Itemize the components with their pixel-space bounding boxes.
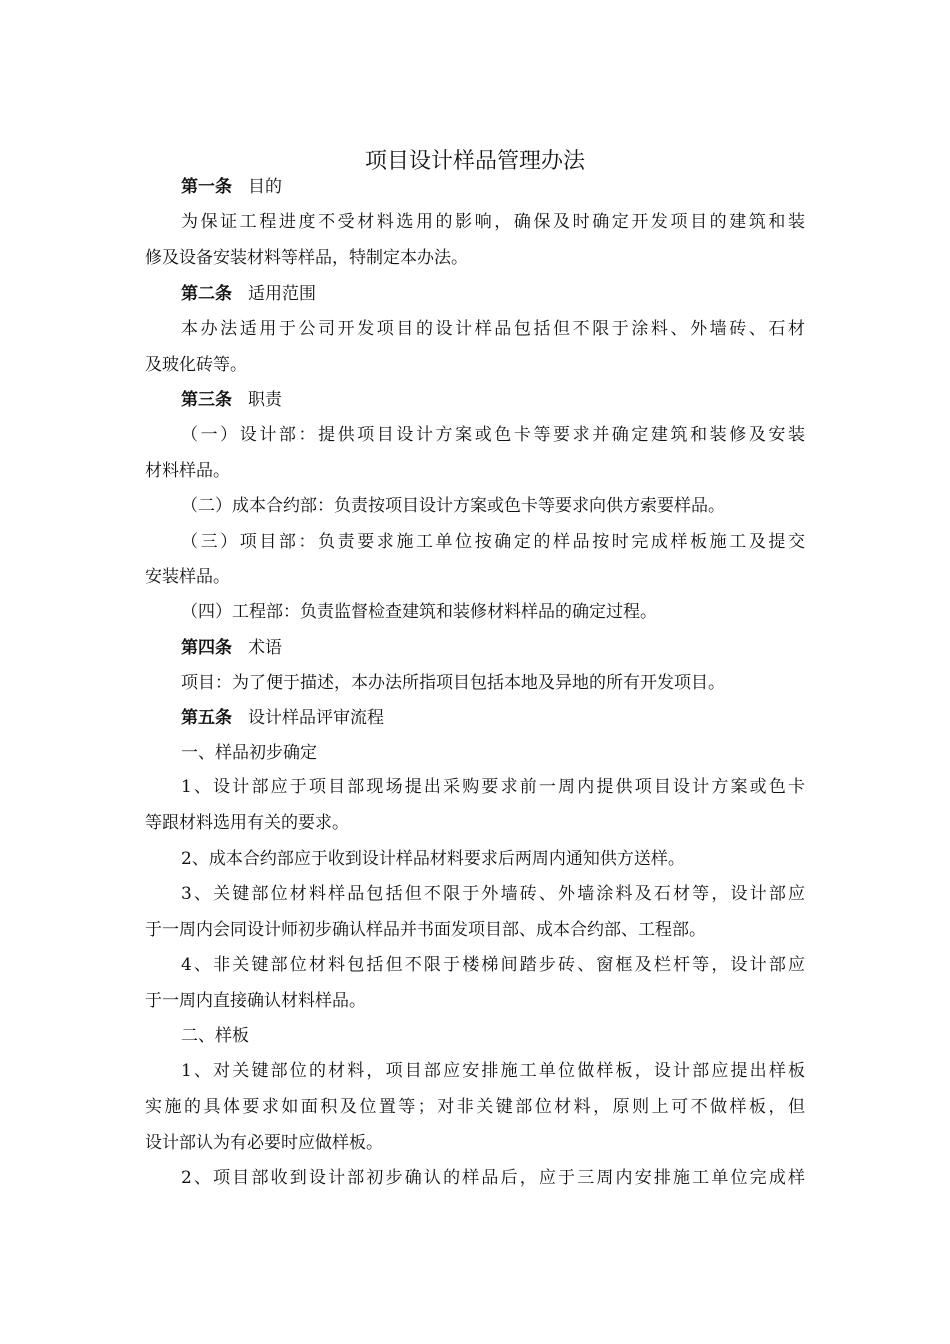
body-line: 修及设备安装材料等样品，特制定本办法。 [145, 248, 468, 268]
body-line: 实施的具体要求如面积及位置等；对非关键部位材料，原则上可不做样板，但 [145, 1097, 805, 1117]
article-heading [181, 281, 805, 307]
article-title: 目的 [248, 177, 282, 197]
article-number: 第四条 [181, 638, 232, 658]
article-title: 设计样品评审流程 [248, 708, 384, 728]
article-number: 第二条 [181, 284, 232, 304]
body-line: （二）成本合约部：负责按项目设计方案或色卡等要求向供方索要样品。 [181, 496, 725, 516]
body-line: 于一周内会同设计师初步确认样品并书面发项目部、成本合约部、工程部。 [145, 920, 706, 940]
body-line: 于一周内直接确认材料样品。 [145, 991, 366, 1011]
body-line: （三）项目部：负责要求施工单位按确定的样品按时完成样板施工及提交 [181, 532, 805, 552]
body-line: 及玻化砖等。 [145, 355, 247, 375]
article-heading [181, 387, 805, 413]
body-line: 1、设计部应于项目部现场提出采购要求前一周内提供项目设计方案或色卡 [181, 777, 805, 797]
article-heading [181, 635, 805, 661]
body-line: 1、对关键部位的材料，项目部应安排施工单位做样板，设计部应提出样板 [181, 1061, 805, 1081]
body-line: 2、项目部收到设计部初步确认的样品后，应于三周内安排施工单位完成样 [181, 1168, 805, 1188]
body-line: 材料样品。 [145, 461, 230, 481]
body-line: 3、关键部位材料样品包括但不限于外墙砖、外墙涂料及石材等，设计部应 [181, 884, 805, 904]
body-line: 安装样品。 [145, 567, 230, 587]
body-line: 等跟材料选用有关的要求。 [145, 813, 349, 833]
article-number: 第一条 [181, 177, 232, 197]
article-title: 适用范围 [248, 284, 316, 304]
body-line: 为保证工程进度不受材料选用的影响，确保及时确定开发项目的建筑和装 [181, 212, 805, 232]
body-line: 设计部认为有必要时应做样板。 [145, 1133, 383, 1153]
body-line: （一）设计部：提供项目设计方案或色卡等要求并确定建筑和装修及安装 [181, 425, 805, 445]
body-line: （四）工程部：负责监督检查建筑和装修材料样品的确定过程。 [181, 602, 657, 622]
body-line: 2、成本合约部应于收到设计样品材料要求后两周内通知供方送样。 [181, 849, 685, 869]
article-heading [181, 705, 805, 731]
body-line: 项目：为了便于描述，本办法所指项目包括本地及异地的所有开发项目。 [181, 673, 725, 693]
article-number: 第五条 [181, 708, 232, 728]
section-heading: 一、样品初步确定 [181, 743, 317, 763]
document-title: 项目设计样品管理办法 [364, 149, 585, 174]
article-title: 职责 [248, 390, 282, 410]
body-line: 本办法适用于公司开发项目的设计样品包括但不限于涂料、外墙砖、石材 [181, 319, 805, 339]
article-number: 第三条 [181, 390, 232, 410]
article-heading [181, 174, 805, 200]
article-title: 术语 [248, 638, 282, 658]
body-line: 4、非关键部位材料包括但不限于楼梯间踏步砖、窗框及栏杆等，设计部应 [181, 955, 805, 975]
section-heading: 二、样板 [181, 1026, 249, 1046]
